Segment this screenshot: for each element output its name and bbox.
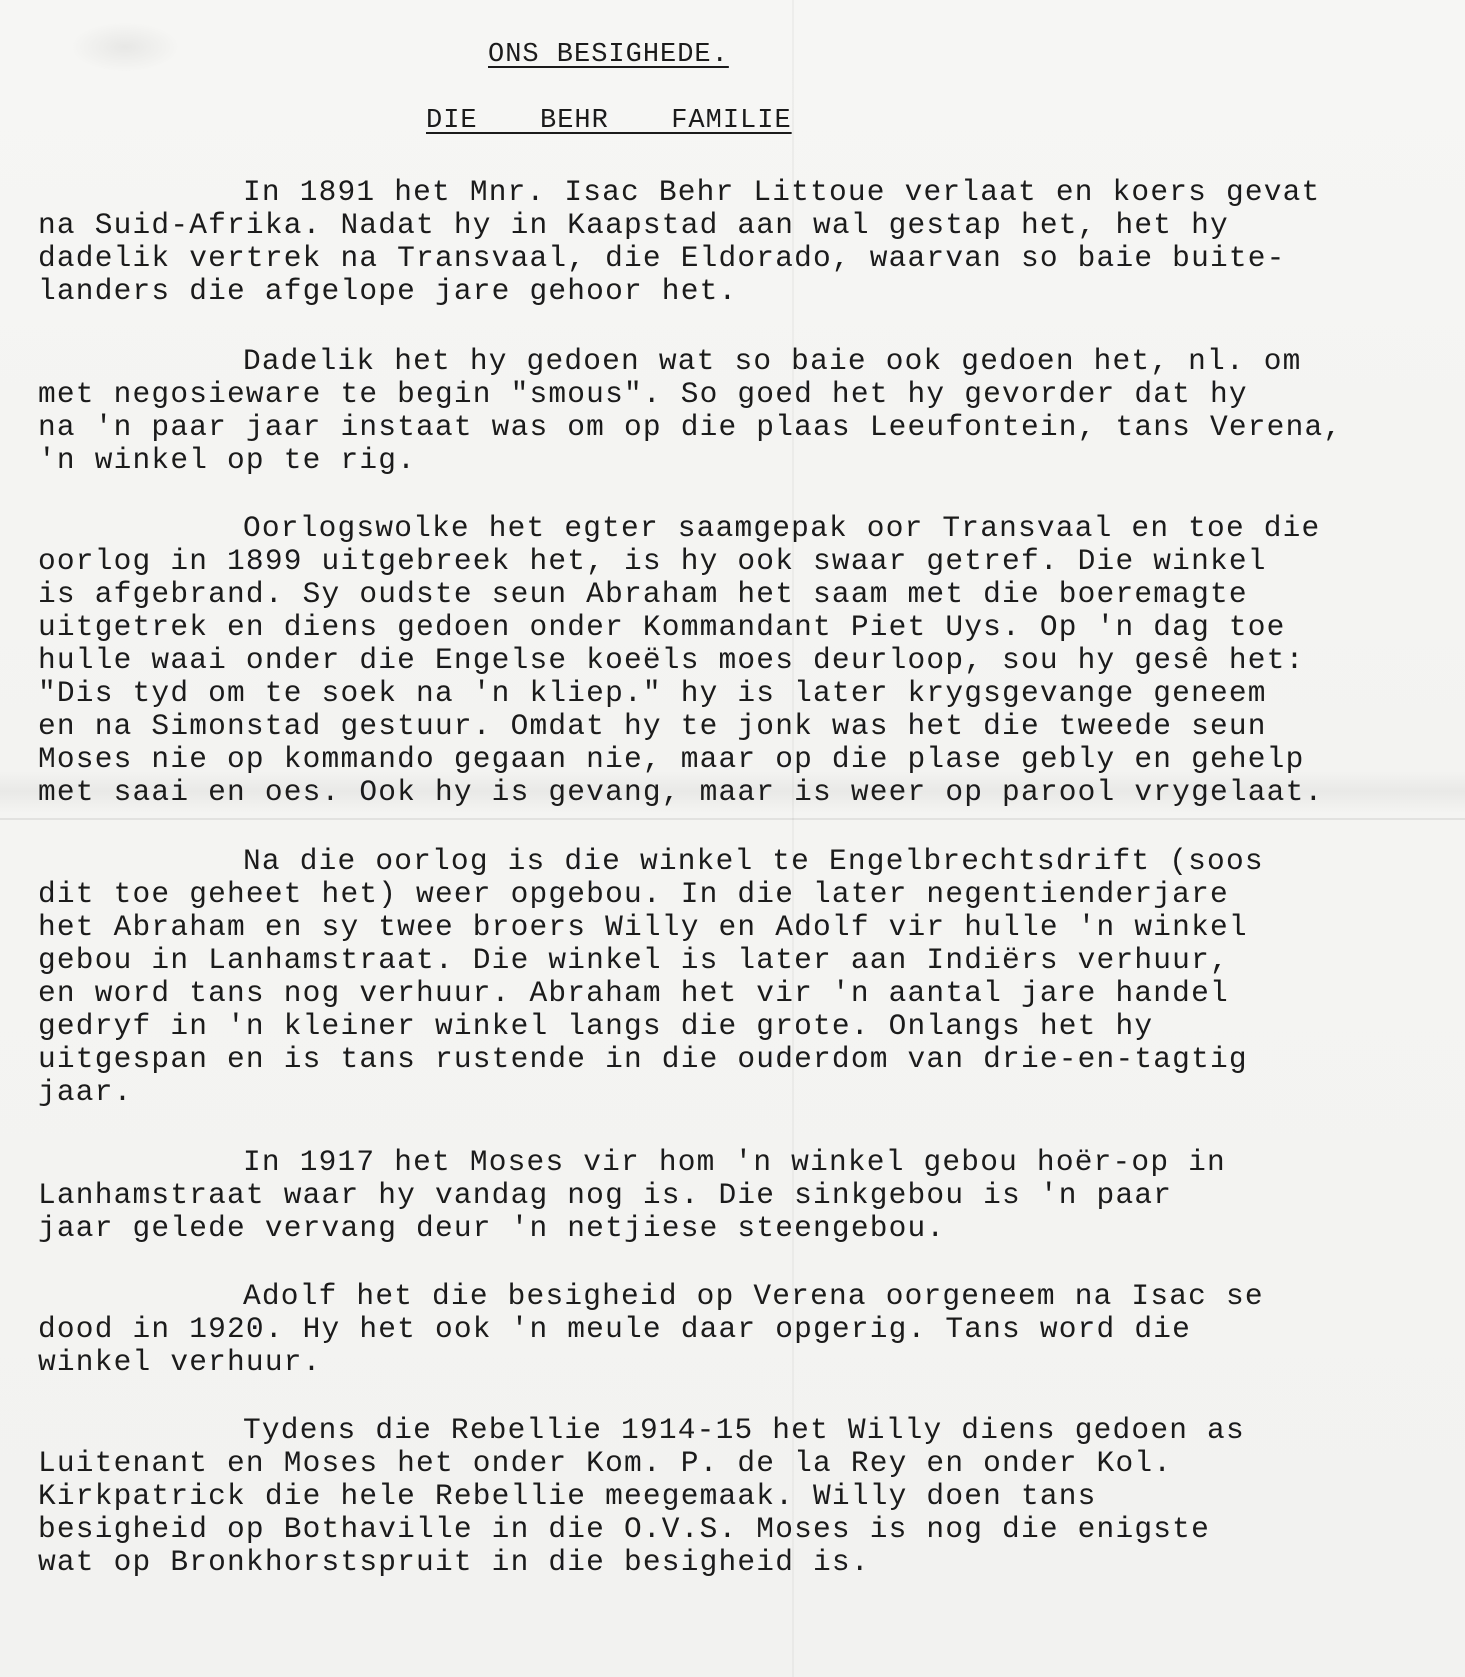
paragraph-7: Tydens die Rebellie 1914-15 het Willy diens gedoen as Luitenant en Moses het onder Kom. P. de la Rey en onder Kol. Kirkpatrick die hele Rebellie meegemaak. Willy doen tans besigheid op Bothaville in die O.V.S. Moses is nog die enigste wat op Bronkhorstspruit in die besigheid is. (38, 1413, 1245, 1579)
paragraph-5: In 1917 het Moses vir hom 'n winkel gebou hoër-op in Lanhamstraat waar hy vandag nog is. Die sinkgebou is 'n paar jaar gelede vervang deur 'n netjiese steengebou. (38, 1145, 1226, 1245)
document-title: ONS BESIGHEDE. (488, 40, 729, 70)
paragraph-4: Na die oorlog is die winkel te Engelbrechtsdrift (soos dit toe geheet het) weer opgebou. In die later negentienderjare het Abraham en sy twee broers Willy en Adolf vir hulle 'n winkel gebou in Lanhamstraat. Die winkel is later aan Indiërs verhuur, en word tans nog verhuur. Abraham het vir 'n aantal jare handel gedryf in 'n kleiner winkel langs die grote. Onlangs het hy uitgespan en is tans rustende in die ouderdom van drie-en-tagtig jaar. (38, 844, 1264, 1109)
paragraph-3: Oorlogswolke het egter saamgepak oor Transvaal en toe die oorlog in 1899 uitgebreek het, is hy ook swaar getref. Die winkel is afgebrand. Sy oudste seun Abraham het saam met die boeremagte uitgetrek en diens gedoen onder Kommandant Piet Uys. Op 'n dag toe hulle waai onder die Engelse koeëls moes deurloop, sou hy gesê het: "Dis tyd om te soek na 'n kliep." hy is later krygsgevange geneem en na Simonstad gestuur. Omdat hy te jonk was het die tweede seun Moses nie op kommando gegaan nie, maar op die plase gebly en gehelp met saai en oes. Ook hy is gevang, maar is weer op parool vrygelaat. (38, 511, 1324, 809)
document-subtitle: DIE BEHR FAMILIE (426, 106, 792, 136)
paragraph-6: Adolf het die besigheid op Verena oorgeneem na Isac se dood in 1920. Hy het ook 'n meule daar opgerig. Tans word die winkel verhuur. (38, 1279, 1264, 1379)
paper-fold-horizontal (0, 818, 1465, 820)
paper-smudge (70, 22, 180, 72)
paragraph-1: In 1891 het Mnr. Isac Behr Littoue verlaat en koers gevat na Suid-Afrika. Nadat hy in Kaapstad aan wal gestap het, het hy dadelik vertrek na Transvaal, die Eldorado, waarvan so baie buite- landers die afgelope jare gehoor het. (38, 175, 1321, 308)
paragraph-2: Dadelik het hy gedoen wat so baie ook gedoen het, nl. om met negosieware te begin "smous". So goed het hy gevorder dat hy na 'n paar jaar instaat was om op die plaas Leeufontein, tans Verena, 'n winkel op te rig. (38, 344, 1343, 477)
